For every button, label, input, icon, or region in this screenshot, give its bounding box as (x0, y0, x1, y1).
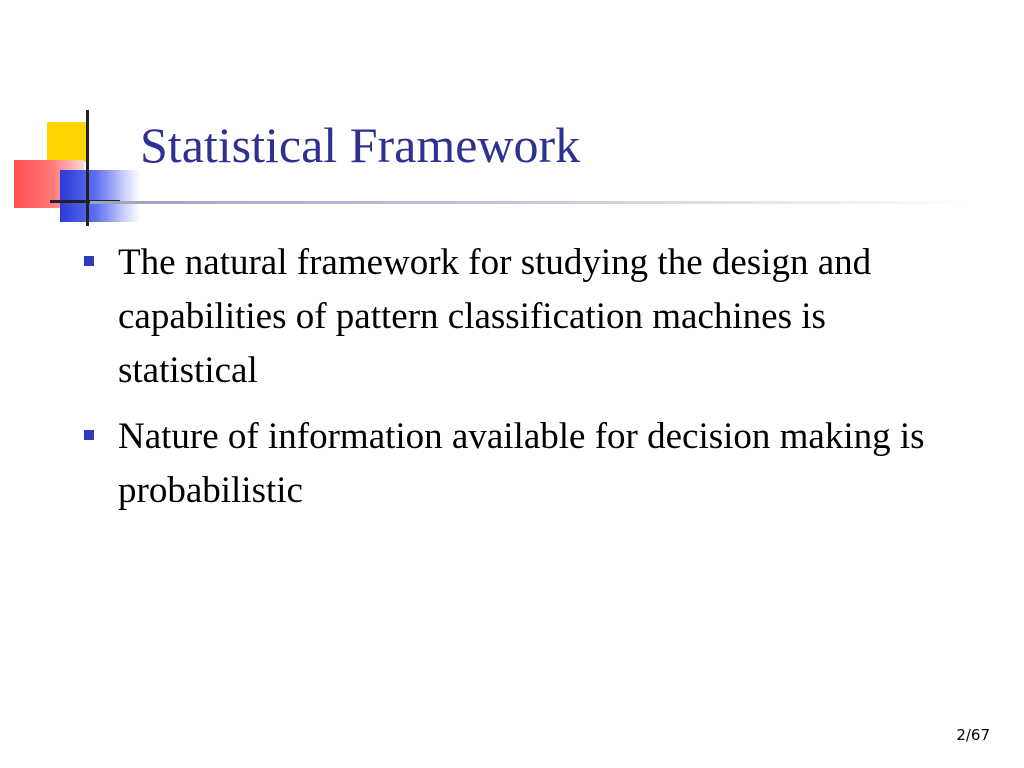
slide-title: Statistical Framework (140, 117, 581, 173)
bullet-text: The natural framework for studying the design and capabilities of pattern classification machines is statistical (118, 242, 872, 392)
page-number: 2/67 (956, 726, 990, 744)
decorative-logo (0, 100, 140, 230)
bullet-text: Nature of information available for decision making is probabilistic (118, 416, 925, 512)
square-bullet-icon (84, 430, 94, 440)
logo-blue-square (60, 170, 140, 222)
bullet-item (80, 236, 950, 398)
logo-yellow-square (47, 122, 87, 162)
logo-vertical-line (86, 110, 89, 226)
bullet-item (80, 410, 950, 518)
title-underline-rule (90, 201, 970, 204)
bullet-list (80, 236, 950, 530)
square-bullet-icon (84, 256, 94, 266)
